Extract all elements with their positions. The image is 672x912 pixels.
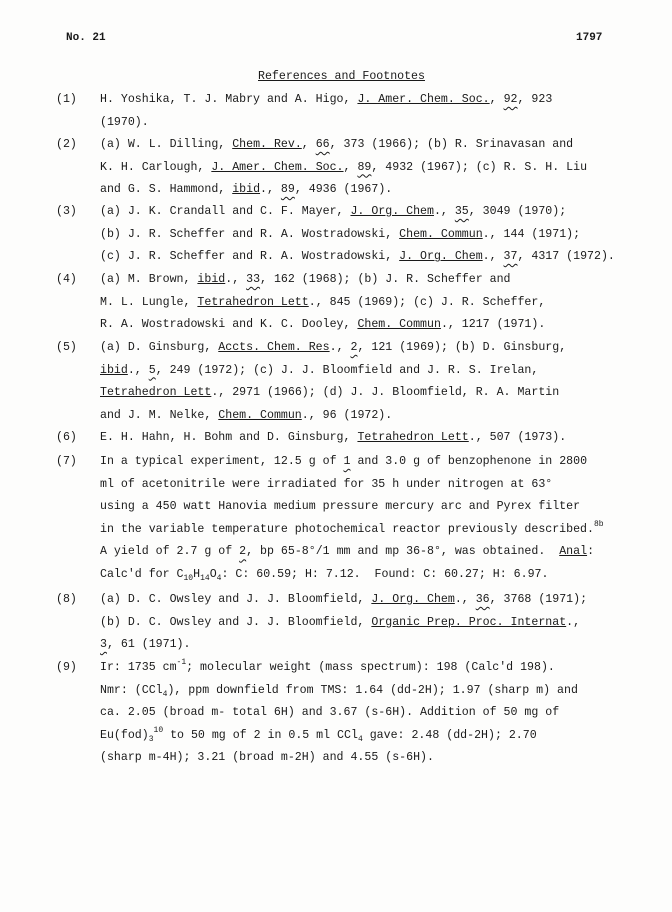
- reference-body: [100, 89, 600, 134]
- reference-line: ca. 2.05 (broad m- total 6H) and 3.67 (s-6H). Addition of 50 mg of: [100, 706, 560, 720]
- reference-line: and J. M. Nelke, Chem. Commun., 96 (1972).: [100, 408, 393, 422]
- reference-line: Nmr: (CCl$_4$), ppm downfield from TMS: 1.64 (dd-2H); 1.97 (sharp m) and: [100, 683, 578, 699]
- reference-line: (a) W. L. Dilling, Chem. Rev., 66, 373 (1966); (b) R. Srinavasan and: [100, 138, 574, 151]
- reference-line: Ir: 1735 $cm^{-1}$; molecular weight (mass spectrum): 198 (Calc'd 198).: [100, 658, 555, 674]
- reference-line: A yield of 2.7 g of 2, bp 65-8°/1 mm and mp 36-8°, was obtained. Anal:: [100, 545, 595, 559]
- reference-line: E. H. Hahn, H. Bohm and D. Ginsburg, Tetrahedron Lett., 507 (1973).: [100, 431, 567, 444]
- reference-line: R. A. Wostradowski and K. C. Dooley, Chem. Commun., 1217 (1971).: [100, 318, 546, 332]
- reference-line: ibid., 5, 249 (1972); (c) J. J. Bloomfield and J. R. S. Irelan,: [100, 363, 539, 377]
- reference-body: [100, 134, 600, 202]
- reference-line: In a typical experiment, 12.5 g of 1 and 3.0 g of benzophenone in 2800: [100, 455, 588, 468]
- journal-issue-number: No. 21: [66, 32, 106, 44]
- reference-line: (b) D. C. Owsley and J. J. Bloomfield, Organic Prep. Proc. Internat.,: [100, 615, 581, 629]
- reference-line: (b) J. R. Scheffer and R. A. Wostradowski, Chem. Commun., 144 (1971);: [100, 227, 581, 241]
- reference-body: [100, 451, 604, 587]
- reference-body: [100, 427, 600, 450]
- reference-line: $Eu(fod)_3^{10}$ to 50 mg of 2 in 0.5 ml CCl$_4$ gave: 2.48 (dd-2H); 2.70: [100, 725, 537, 744]
- page-number: 1797: [576, 32, 603, 44]
- section-title: References and Footnotes: [258, 70, 425, 83]
- reference-number: (9): [56, 661, 77, 674]
- reference-line: (a) D. C. Owsley and J. J. Bloomfield, J. Org. Chem., 36, 3768 (1971);: [100, 593, 588, 606]
- reference-number: (6): [56, 431, 77, 444]
- reference-body: [100, 657, 600, 770]
- reference-line: (a) M. Brown, ibid., 33, 162 (1968); (b) J. R. Scheffer and: [100, 273, 511, 286]
- reference-line: 3, 61 (1971).: [100, 638, 191, 652]
- reference-line: and G. S. Hammond, ibid., 89, 4936 (1967).: [100, 183, 393, 197]
- reference-number: (8): [56, 593, 77, 606]
- reference-line: Tetrahedron Lett., 2971 (1966); (d) J. J. Bloomfield, R. A. Martin: [100, 386, 560, 400]
- reference-number: (7): [56, 455, 77, 468]
- reference-number: (3): [56, 205, 77, 218]
- reference-line: (sharp m-4H); 3.21 (broad m-2H) and 4.55 (s-6H).: [100, 751, 434, 765]
- reference-number: (5): [56, 341, 77, 354]
- reference-line: M. L. Lungle, Tetrahedron Lett., 845 (1969); (c) J. R. Scheffer,: [100, 295, 546, 309]
- reference-line: ml of acetonitrile were irradiated for 35 h under nitrogen at 63°: [100, 477, 553, 491]
- reference-line: using a 450 watt Hanovia medium pressure mercury arc and Pyrex filter: [100, 500, 581, 514]
- reference-body: [100, 201, 615, 269]
- reference-line: Calc'd for $C_{10}H_{14}O_4$: C: 60.59; H: 7.12. Found: C: 60.27; H: 6.97.: [100, 567, 549, 583]
- reference-body: [100, 269, 600, 337]
- reference-line: (1970).: [100, 115, 149, 129]
- reference-body: [100, 589, 600, 657]
- reference-line: in the variable temperature photochemical reactor previously described.$^{8b}$: [100, 519, 604, 536]
- reference-number: (1): [56, 93, 77, 106]
- reference-line: (a) D. Ginsburg, Accts. Chem. Res., 2, 121 (1969); (b) D. Ginsburg,: [100, 341, 567, 354]
- reference-number: (2): [56, 138, 77, 151]
- reference-line: (c) J. R. Scheffer and R. A. Wostradowski, J. Org. Chem., 37, 4317 (1972).: [100, 250, 615, 264]
- reference-line: K. H. Carlough, J. Amer. Chem. Soc., 89, 4932 (1967); (c) R. S. H. Liu: [100, 160, 588, 174]
- reference-number: (4): [56, 273, 77, 286]
- reference-line: H. Yoshika, T. J. Mabry and A. Higo, J. Amer. Chem. Soc., 92, 923: [100, 93, 553, 106]
- reference-line: (a) J. K. Crandall and C. F. Mayer, J. Org. Chem., 35, 3049 (1970);: [100, 205, 567, 218]
- reference-body: [100, 337, 600, 427]
